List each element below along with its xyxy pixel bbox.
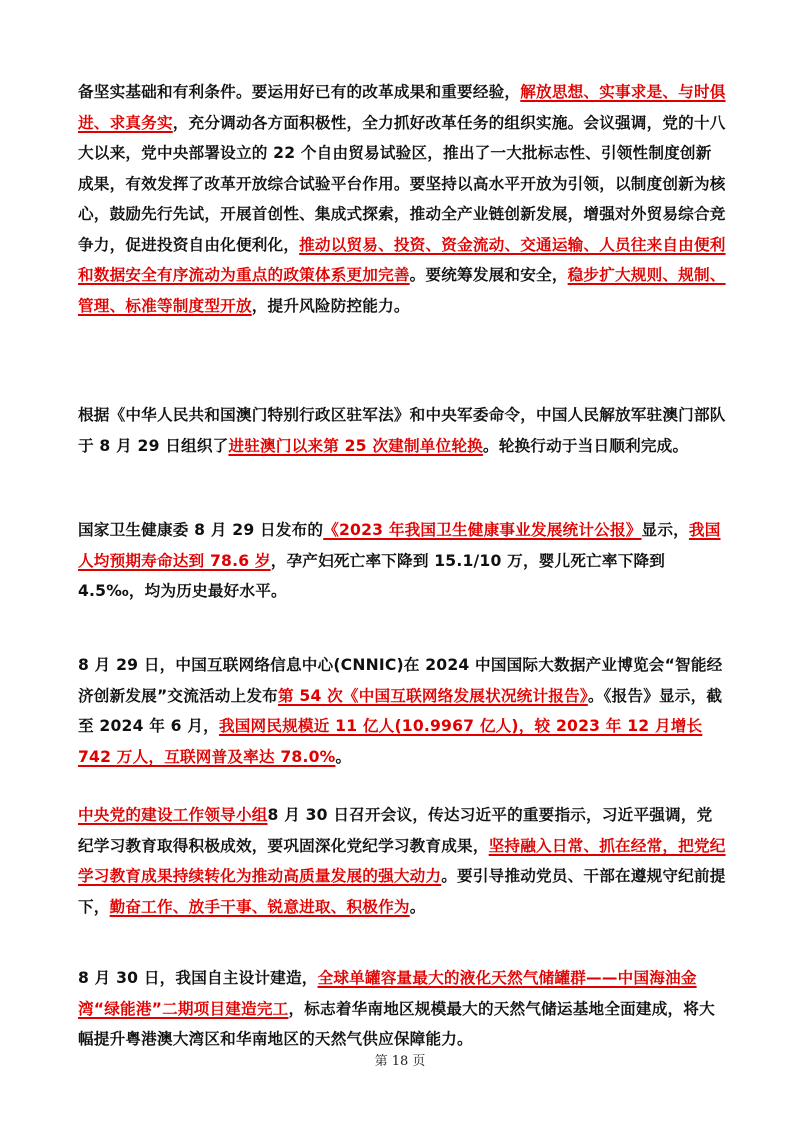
body-text: 8 月 30 日召开会议，传达习近平的重要指示，习近平强调，党纪学习教育取得积极成效，要巩固深化党纪学习教育成果， [78,806,713,855]
highlighted-text: 全球单罐容量最大的液化天然气储罐群——中国海油金湾“绿能港”二期项目建造完工 [78,969,697,1018]
body-text: ，标志着华南地区规模最大的天然气储运基地全面建成，将大幅提升粤港澳大湾区和华南地区的天然气供应保障能力。 [78,999,715,1048]
paragraph-macao-garrison [78,400,726,461]
paragraph-health-statistics [78,515,726,607]
body-text: 。 [335,747,352,766]
body-text: 。轮换行动于当日顺利完成。 [482,436,689,455]
highlighted-text: 稳步扩大规则、规制、管理、标准等制度型开放 [78,266,726,315]
paragraph-lng-tanks [78,963,726,1055]
highlighted-text: 中央党的建设工作领导小组 [78,806,268,824]
body-text: 根据《中华人民共和国澳门特别行政区驻军法》和中央军委命令，中国人民解放军驻澳门部队于 8 月 29 日组织了 [78,406,726,455]
body-text: ，提升风险防控能力。 [251,296,410,315]
paragraph-cnnic-report [78,650,726,772]
body-text: 8 月 29 日，中国互联网络信息中心(CNNIC)在 2024 中国国际大数据产业博览会“智能经济创新发展”交流活动上发布 [78,656,723,705]
body-text: 。《报告》显示，截至 2024 年 6 月， [78,686,723,735]
highlighted-text: 勤奋工作、放手干事、锐意进取、积极作为 [109,897,410,916]
highlighted-text: 我国网民规模近 11 亿人(10.9967 亿人)，较 2023 年 12 月增长 742 万人，互联网普及率达 78.0% [78,717,703,766]
highlighted-text: 我国人均预期寿命达到 78.6 岁 [78,521,721,570]
body-text: 。要引导推动党员、干部在遵规守纪前提下， [78,867,726,916]
highlighted-text: 《2023 年我国卫生健康事业发展统计公报》 [323,521,642,539]
body-text: ，孕产妇死亡率下降到 15.1/10 万，婴儿死亡率下降到 4.5‰，均为历史最好水平。 [78,551,666,600]
highlighted-text: 第 54 次《中国互联网络发展状况统计报告》 [277,686,588,705]
body-text: 国家卫生健康委 8 月 29 日发布的 [78,521,324,539]
highlighted-text: 进驻澳门以来第 25 次建制单位轮换 [228,436,483,455]
paragraph-reform-meeting [78,77,726,321]
paragraph-party-building [78,800,726,922]
body-text: 。 [409,897,426,916]
body-text: 显示， [641,521,689,539]
body-text: ，充分调动各方面积极性，全力抓好改革任务的组织实施。会议强调，党的十八大以来，党中央部署设立的 22 个自由贸易试验区，推出了一大批标志性、引领性制度创新成果，有效发挥了改革开放综合试验平台作用。要坚持以高水平开放为引领，以制度创新为核心，鼓励先行先试，开展首创性、集成式探索，推动全产业链创新发展，增强对外贸易综合竞争力，促进投资自由化便利化， [78,113,726,254]
page-number: 第 18 页 [374,1054,426,1069]
body-text: 备坚实基础和有利条件。要运用好已有的改革成果和重要经验， [78,83,521,101]
highlighted-text: 解放思想、实事求是、与时俱进、求真务实 [78,83,726,132]
highlighted-text: 坚持融入日常、抓在经常，把党纪学习教育成果持续转化为推动高质量发展的强大动力 [78,836,726,885]
highlighted-text: 推动以贸易、投资、资金流动、交通运输、人员往来自由便利和数据安全有序流动为重点的政策体系更加完善 [78,235,726,284]
body-text: 。要统筹发展和安全， [409,266,568,284]
body-text: 8 月 30 日，我国自主设计建造， [78,969,318,987]
